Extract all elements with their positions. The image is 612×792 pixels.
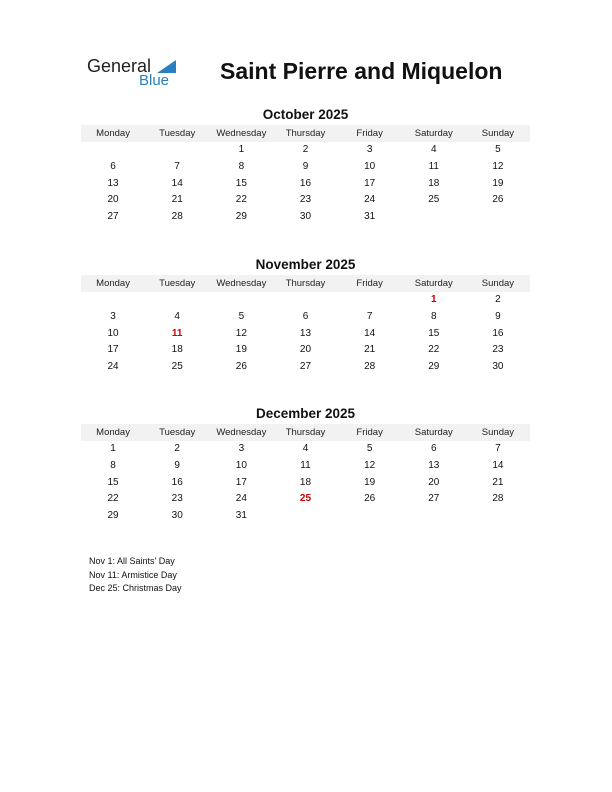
month-calendar (81, 106, 530, 226)
day-cell: 8 (238, 160, 245, 172)
day-cell: 5 (238, 310, 245, 322)
weekday-header: Monday (96, 278, 130, 289)
weekday-header: Tuesday (159, 128, 196, 139)
day-cell: 15 (428, 327, 440, 339)
empty-day-cell (273, 292, 337, 309)
day-cell: 16 (492, 327, 504, 339)
day-cell: 31 (235, 510, 247, 522)
day-cell: 29 (107, 510, 119, 522)
day-cell: 8 (430, 310, 437, 322)
day-cell: 2 (174, 443, 180, 454)
week-row (81, 209, 530, 226)
day-cell: 1 (430, 294, 437, 305)
empty-day-cell (466, 508, 530, 525)
day-cell: 3 (366, 144, 373, 155)
month-title: October 2025 (262, 107, 349, 122)
day-cell: 28 (364, 361, 376, 373)
day-cell: 24 (235, 493, 247, 505)
day-cell: 19 (235, 344, 247, 356)
weekday-header: Wednesday (216, 278, 267, 289)
empty-day-cell (273, 508, 337, 525)
weekday-header: Wednesday (216, 128, 267, 139)
day-cell: 27 (428, 493, 440, 505)
holiday-list-item: Dec 25: Christmas Day (89, 583, 182, 594)
day-cell: 13 (107, 177, 119, 189)
day-cell: 15 (235, 177, 247, 189)
week-row (81, 441, 530, 458)
weekday-header: Saturday (414, 128, 453, 139)
logo-general-text: General (87, 56, 152, 76)
day-cell: 20 (299, 344, 312, 356)
week-row (81, 142, 530, 159)
day-cell: 23 (171, 493, 183, 505)
day-cell: 7 (174, 160, 180, 172)
day-cell: 6 (430, 443, 437, 454)
empty-day-cell (145, 292, 209, 309)
day-cell: 13 (428, 459, 440, 471)
week-row (81, 192, 530, 209)
week-row (81, 159, 530, 176)
day-cell: 3 (110, 310, 116, 322)
day-cell: 2 (495, 294, 501, 305)
day-cell: 26 (364, 493, 376, 505)
week-row (81, 475, 530, 492)
weekday-header: Tuesday (159, 278, 196, 289)
day-cell: 25 (299, 493, 312, 505)
day-cell: 7 (495, 443, 501, 454)
day-cell: 22 (235, 194, 247, 206)
day-cell: 5 (495, 144, 501, 155)
day-cell: 27 (107, 211, 119, 223)
day-cell: 9 (302, 160, 309, 172)
day-cell: 12 (364, 459, 376, 471)
empty-day-cell (338, 292, 402, 309)
day-cell: 27 (299, 361, 312, 373)
day-cell: 22 (428, 344, 440, 356)
day-cell: 17 (107, 344, 119, 356)
month-title: November 2025 (255, 257, 356, 272)
day-cell: 11 (428, 160, 439, 172)
weekday-header-row (81, 275, 530, 292)
empty-day-cell (145, 142, 209, 159)
day-cell: 9 (495, 310, 501, 322)
page-title: Saint Pierre and Miquelon (220, 58, 503, 84)
month-title: December 2025 (255, 406, 356, 421)
weekday-header: Friday (356, 427, 383, 438)
empty-day-cell (402, 508, 466, 525)
day-cell: 28 (492, 493, 504, 505)
week-row (81, 491, 530, 508)
day-cell: 4 (430, 144, 437, 155)
generalblue-logo (87, 56, 187, 92)
day-cell: 14 (171, 177, 183, 189)
day-cell: 10 (107, 327, 119, 339)
day-cell: 3 (238, 443, 245, 454)
weekday-header-row (81, 424, 530, 441)
day-cell: 1 (110, 443, 116, 454)
empty-day-cell (338, 508, 402, 525)
day-cell: 4 (302, 443, 309, 454)
day-cell: 18 (299, 476, 312, 488)
day-cell: 24 (107, 361, 119, 373)
day-cell: 7 (366, 310, 373, 322)
day-cell: 23 (492, 344, 504, 356)
weekday-header: Sunday (481, 278, 515, 289)
weekday-header: Saturday (414, 427, 453, 438)
week-row (81, 359, 530, 376)
empty-day-cell (466, 209, 530, 226)
day-cell: 28 (171, 211, 183, 223)
day-cell: 25 (428, 194, 440, 206)
weekday-header: Monday (96, 128, 130, 139)
day-cell: 25 (171, 361, 183, 373)
day-cell: 18 (171, 344, 183, 356)
day-cell: 24 (364, 194, 376, 206)
day-cell: 21 (364, 344, 376, 356)
weekday-header-row (81, 125, 530, 142)
weekday-header: Sunday (481, 128, 515, 139)
day-cell: 21 (492, 476, 504, 488)
day-cell: 14 (492, 459, 504, 471)
day-cell: 26 (492, 194, 504, 206)
day-cell: 21 (171, 194, 183, 206)
day-cell: 17 (235, 476, 247, 488)
weekday-header: Sunday (481, 427, 515, 438)
day-cell: 18 (428, 177, 440, 189)
day-cell: 13 (299, 327, 312, 339)
empty-day-cell (209, 292, 273, 309)
weekday-header: Thursday (285, 278, 326, 289)
empty-day-cell (81, 292, 145, 309)
day-cell: 10 (364, 160, 376, 172)
day-cell: 29 (235, 211, 247, 223)
day-cell: 9 (174, 459, 180, 471)
day-cell: 19 (364, 476, 376, 488)
day-cell: 26 (235, 361, 247, 373)
day-cell: 17 (364, 177, 376, 189)
weekday-header: Wednesday (216, 427, 267, 438)
day-cell: 1 (238, 144, 245, 155)
weekday-header: Friday (356, 278, 383, 289)
day-cell: 8 (110, 459, 116, 471)
holiday-list-item: Nov 11: Armistice Day (89, 569, 177, 580)
day-cell: 30 (299, 211, 312, 223)
day-cell: 20 (107, 194, 119, 206)
day-cell: 19 (492, 177, 504, 189)
day-cell: 30 (492, 361, 504, 373)
weekday-header: Thursday (285, 427, 326, 438)
day-cell: 30 (171, 510, 183, 522)
day-cell: 16 (171, 476, 183, 488)
weekday-header: Saturday (414, 278, 453, 289)
month-calendar (81, 256, 530, 376)
day-cell: 31 (364, 211, 376, 223)
day-cell: 5 (366, 443, 373, 454)
holiday-list (89, 555, 182, 596)
weekday-header: Monday (96, 427, 130, 438)
month-calendar (81, 405, 530, 525)
day-cell: 12 (235, 327, 247, 339)
day-cell: 23 (299, 194, 312, 206)
empty-day-cell (402, 209, 466, 226)
week-row (81, 342, 530, 359)
week-row (81, 458, 530, 475)
week-row (81, 508, 530, 525)
day-cell: 6 (110, 160, 116, 172)
logo-blue-text: Blue (139, 72, 170, 89)
day-cell: 15 (107, 476, 119, 488)
weekday-header: Thursday (285, 128, 326, 139)
week-row (81, 292, 530, 309)
day-cell: 6 (302, 310, 309, 322)
day-cell: 29 (428, 361, 440, 373)
day-cell: 20 (428, 476, 440, 488)
day-cell: 14 (364, 327, 376, 339)
week-row (81, 176, 530, 193)
day-cell: 12 (492, 160, 504, 172)
week-row (81, 309, 530, 326)
day-cell: 16 (299, 177, 312, 189)
day-cell: 11 (171, 327, 183, 339)
day-cell: 22 (107, 493, 119, 505)
day-cell: 10 (235, 459, 247, 471)
weekday-header: Friday (356, 128, 383, 139)
day-cell: 11 (300, 459, 311, 471)
empty-day-cell (81, 142, 145, 159)
day-cell: 2 (302, 144, 309, 155)
day-cell: 4 (174, 310, 180, 322)
holiday-list-item: Nov 1: All Saints' Day (89, 556, 175, 566)
week-row (81, 326, 530, 343)
weekday-header: Tuesday (159, 427, 196, 438)
